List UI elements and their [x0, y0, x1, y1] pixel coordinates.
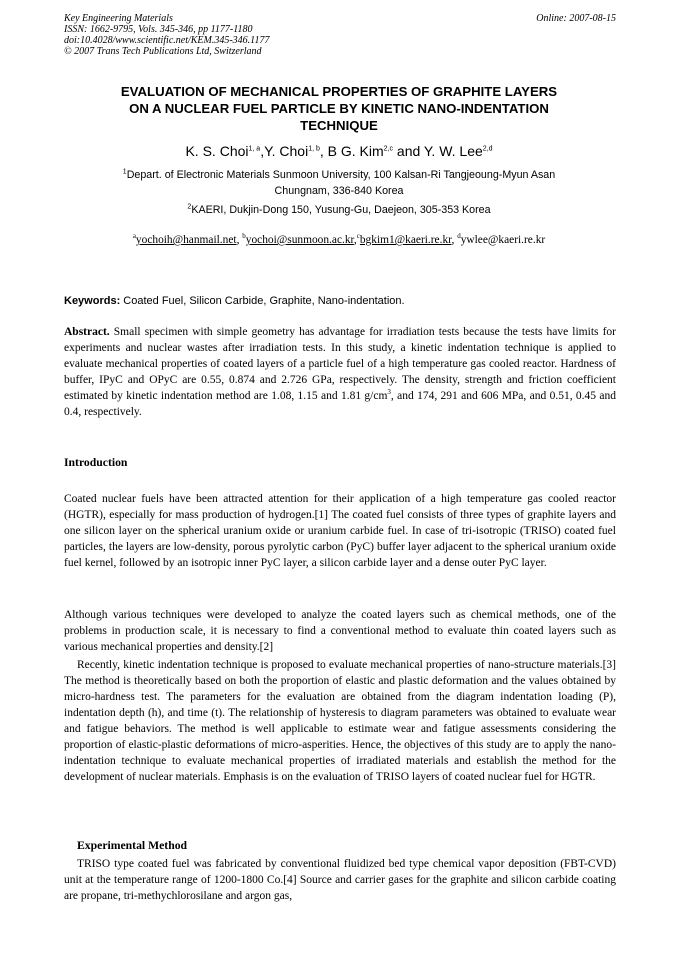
author-name: K. S. Choi [185, 143, 249, 159]
abstract [64, 324, 616, 420]
email-link[interactable]: bgkim1@kaeri.re.kr [359, 234, 452, 246]
section-heading-introduction: Introduction [64, 456, 128, 469]
email-link[interactable]: yochoi@sunmoon.ac.kr [245, 234, 354, 246]
abstract-superscript: 3 [387, 388, 391, 397]
author-list [60, 142, 618, 161]
keywords-label: Keywords: [64, 295, 121, 307]
email-link[interactable]: yochoih@hanmail.net [135, 234, 237, 246]
abstract-label: Abstract. [64, 326, 110, 338]
abstract-text: , and 174, 291 and 606 MPa, and 0.51, 0.45 and 0.4, respectively. [64, 390, 616, 418]
keywords-text: Coated Fuel, Silicon Carbide, Graphite, Nano-indentation. [120, 295, 405, 307]
title-line: EVALUATION OF MECHANICAL PROPERTIES OF GRAPHITE LAYERS [120, 84, 558, 99]
affiliation-text: Chungnam, 336-840 Korea [274, 185, 404, 197]
introduction-paragraph: Coated nuclear fuels have been attracted attention for their application of a high temperature gas cooled reactor (HGTR), especially for mass production of hydrogen.[1] The coated fuel consists of three types of graphite layers and one silicon layer on the spherical uranium oxide or uranium carbide fuel. In case of tri-isotropic (TRISO) coated fuel particles, the layers are low-density, porous pyrolytic carbon (PyC) buffer layer adjacent to the spherical uranium oxide fuel kernel, followed by an isotropic inner PyC layer, a silicon carbide layer and a dense outer PyC layer. [64, 493, 616, 569]
introduction-paragraph: Although various techniques were developed to analyze the coated layers such as chemical methods, one of the problems in production scale, it is necessary to find a conventional method to evaluate thin coated layers such as various mechanical properties and density.[2] [64, 609, 616, 653]
author-name: , B G. Kim [319, 143, 384, 159]
affiliation-text: Depart. of Electronic Materials Sunmoon University, 100 Kalsan-Ri Tangjeoung-Myun Asan [126, 169, 556, 181]
author-name: and Y. W. Lee [393, 143, 483, 159]
email-mark: c [356, 232, 360, 241]
email-mark: b [242, 232, 246, 241]
author-name: ,Y. Choi [260, 143, 309, 159]
author-affiliation-mark: 2,d [482, 145, 493, 153]
journal-name: Key Engineering Materials [64, 13, 173, 24]
author-affiliation-mark: 1, a [248, 145, 261, 153]
online-date: Online: 2007-08-15 [536, 13, 616, 24]
experimental-paragraph [64, 856, 616, 904]
paper-title [60, 83, 618, 134]
journal-issn: ISSN: 1662-9795, Vols. 345-346, pp 1177-1180 [64, 24, 253, 35]
journal-header [64, 13, 616, 57]
author-affiliation-mark: 1, b [308, 145, 320, 153]
affiliation-2 [60, 202, 618, 218]
abstract-text: Small specimen with simple geometry has advantage for irradiation tests because the tests have limits for experiments and nuclear wastes after irradiation tests. In this study, a kinetic indentation technique is applied to evaluate mechanical properties of coated layers of a particle fuel of a high temperature gas cooled reactor. Hardness of buffer, IPyC and OPyC are 0.55, 0.874 and 2.726 GPa, respectively. The density, strength and friction coefficient estimated by kinetic indentation method are 1.08, 1.15 and 1.81 g/cm [64, 326, 616, 402]
author-affiliation-mark: 2,c [383, 145, 394, 153]
affiliation-text: KAERI, Dukjin-Dong 150, Yusung-Gu, Daejeon, 305-353 Korea [191, 204, 491, 216]
email-mark: d [457, 232, 461, 241]
journal-doi: doi:10.4028/www.scientific.net/KEM.345-346.1177 [64, 35, 270, 46]
email-text: ywlee@kaeri.re.kr [460, 234, 546, 246]
affiliation-mark: 2 [187, 203, 192, 211]
affiliation-1 [60, 167, 618, 199]
keywords [64, 294, 616, 308]
paragraph-text: Recently, kinetic indentation technique is proposed to evaluate mechanical properties of nano-structure materials.[3] The method is theoretically based on both the proportion of elastic and plastic deformation and the values obtained by micro-hardness test. The parameters for the evaluation are obtained from the diagram indentation loading (P), indentation depth (h), and time (t). The relationship of hysteresis to diagram parameters was obtained to evaluate wear and fatigue behaviors. The method is well applicable to estimate wear and fatigue assessments considering the proportion of elastic-plastic deformations of micro-asperities. Hence, the objectives of this study are to apply the nano-indentation technique to evaluate mechanical properties of irradiated materials and establish the method for the development of nuclear materials. Emphasis is on the evaluation of TRISO layers of coated nuclear fuel for HGTR. [64, 659, 616, 783]
title-line: ON A NUCLEAR FUEL PARTICLE BY KINETIC NANO-INDENTATION [129, 101, 549, 116]
affiliation-mark: 1 [122, 168, 127, 176]
introduction-paragraph [64, 657, 616, 785]
section-heading-experimental: Experimental Method [77, 839, 188, 852]
journal-copyright: © 2007 Trans Tech Publications Ltd, Switzerland [64, 46, 262, 57]
email-mark: a [132, 232, 136, 241]
paragraph-text: TRISO type coated fuel was fabricated by conventional fluidized bed type chemical vapor deposition (FBT-CVD) unit at the temperature range of 1200-1800 Co.[4] Source and carrier gases for the graphite and silicon carbide coating are propane, tri-methychlorosilane and argon gas, [64, 858, 616, 902]
title-line: TECHNIQUE [300, 118, 378, 133]
author-emails: $^a$yochoih@hanmail.net, $^b$yochoi@sunmoon.ac.kr,$^c$bgkim1@kaeri.re.kr, $^d$ywlee@kaeri.re.kr [132, 232, 546, 246]
